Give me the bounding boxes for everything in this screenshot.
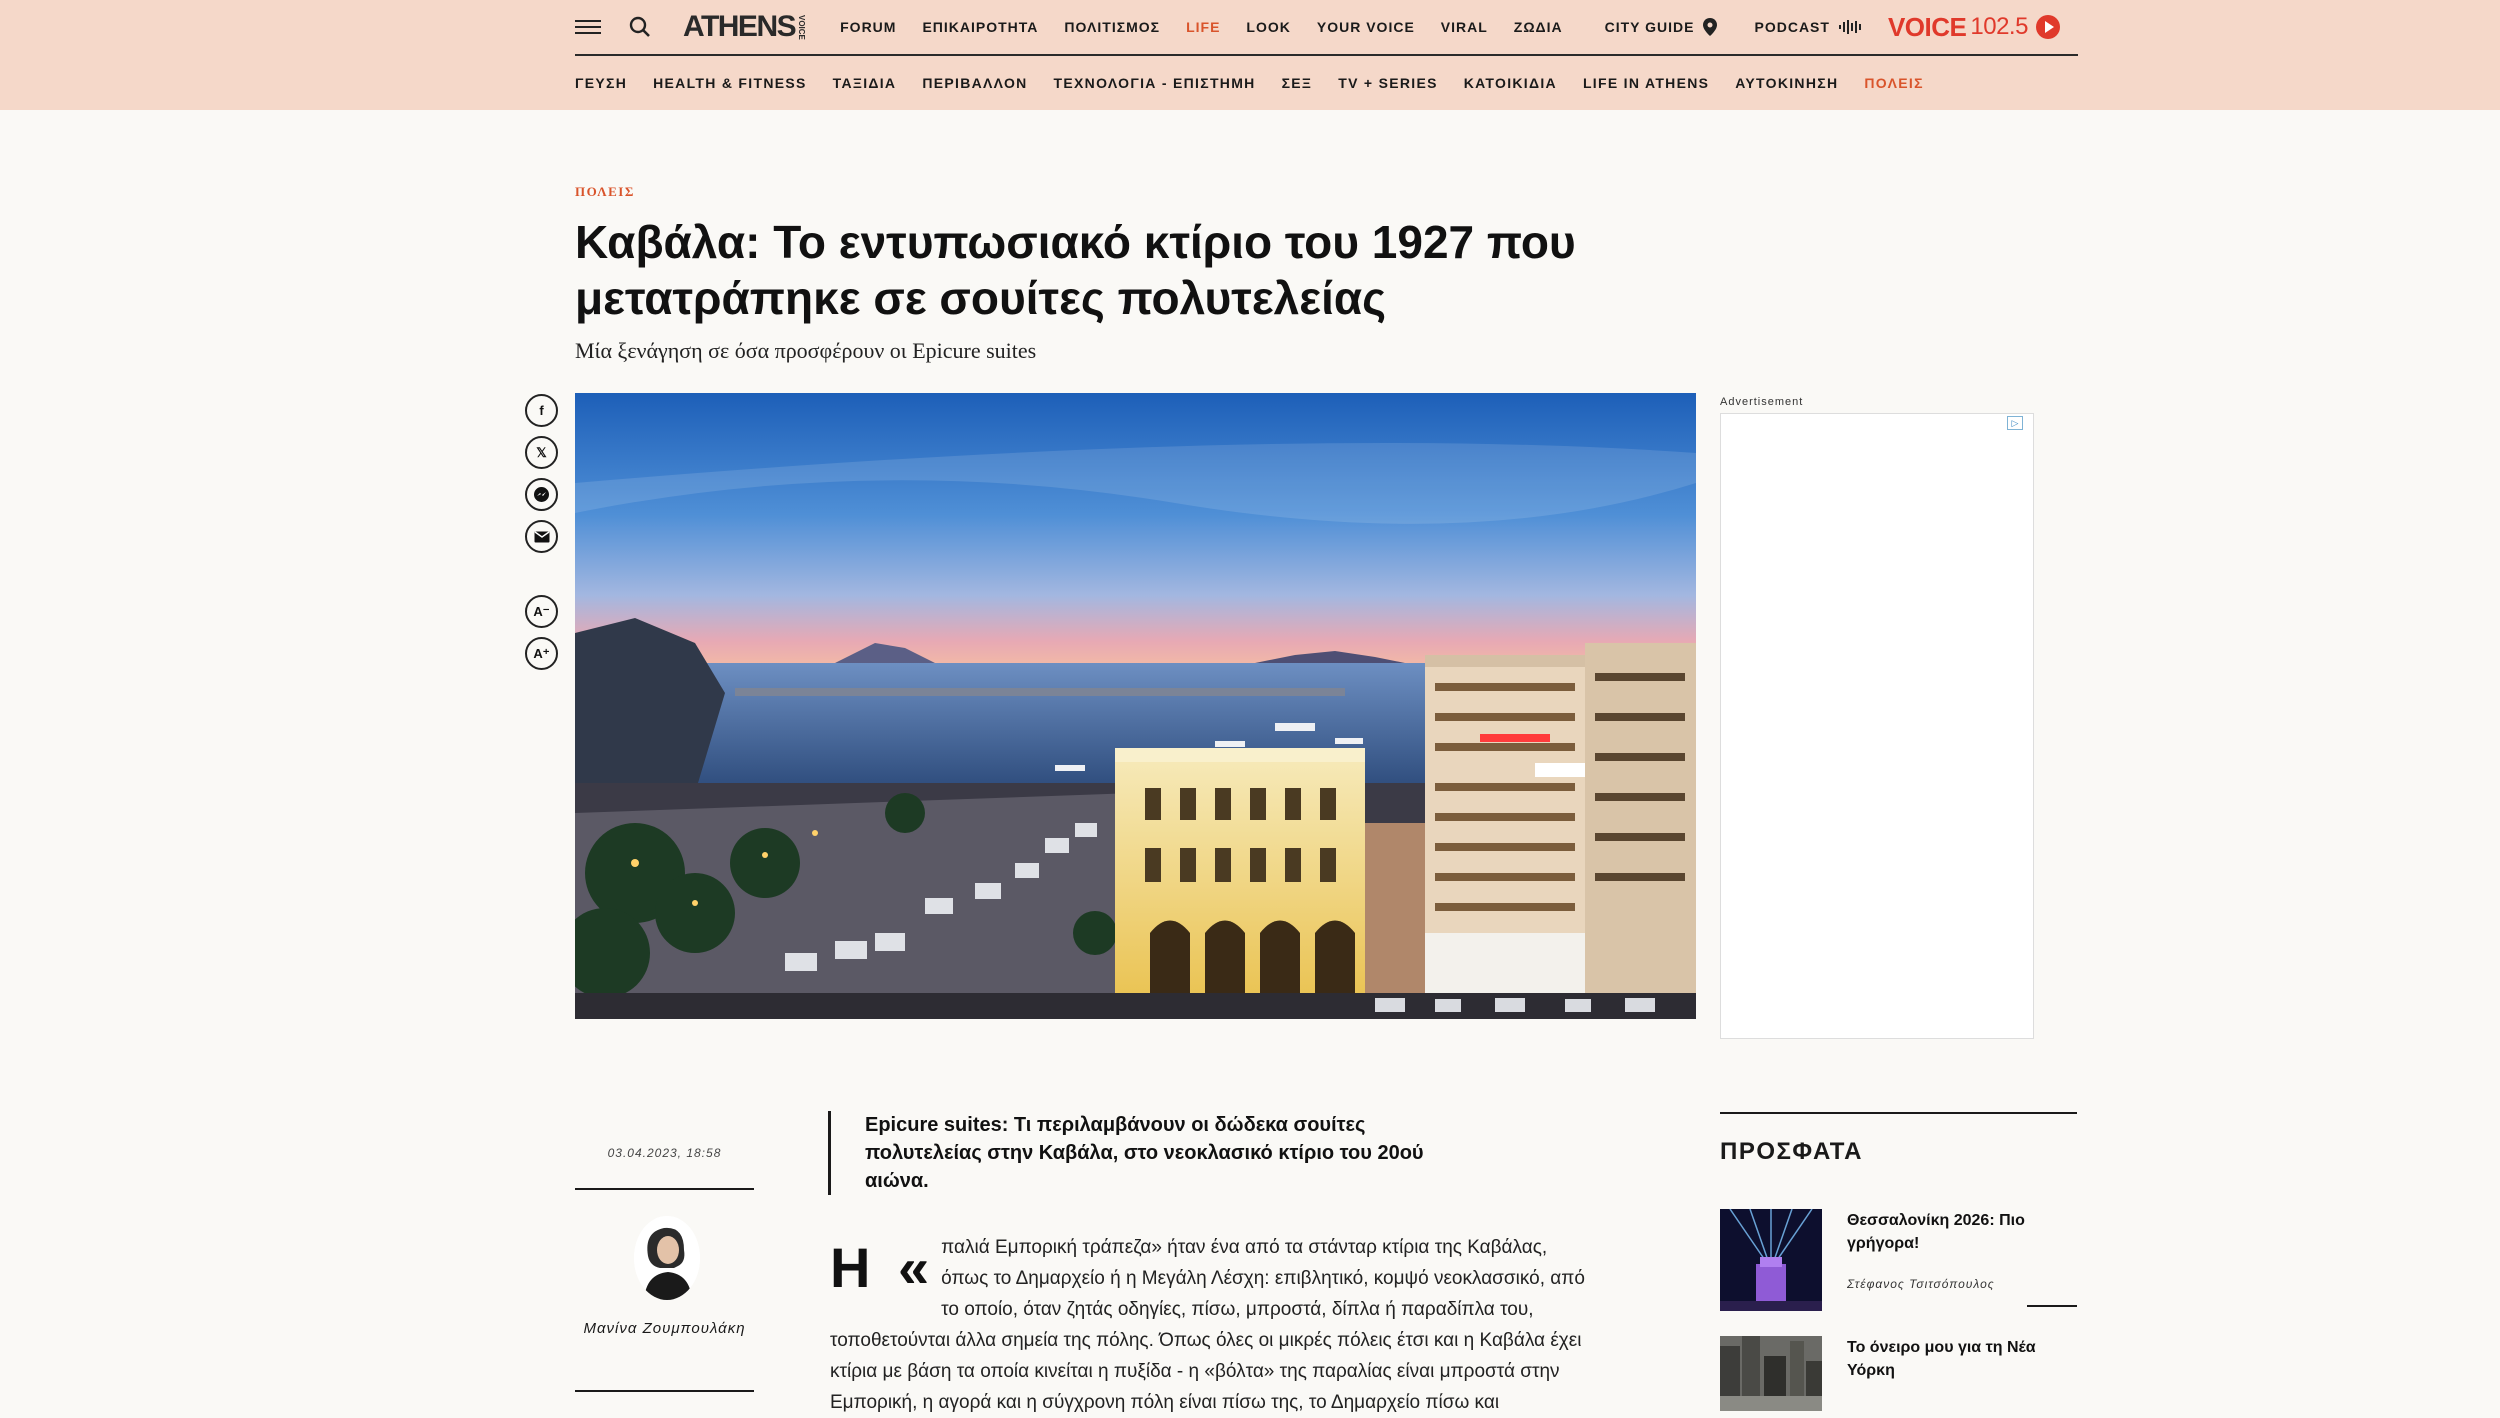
font-decrease-icon[interactable]: A⁻: [525, 595, 558, 628]
menu-item-zodiac[interactable]: ΖΩΔΙΑ: [1513, 19, 1563, 35]
subnav-item-life-in-athens[interactable]: LIFE IN ATHENS: [1582, 75, 1710, 91]
share-bar: [525, 394, 558, 679]
subnav-item-tv[interactable]: TV + SERIES: [1338, 75, 1438, 91]
divider: [575, 1390, 754, 1392]
messenger-share-icon[interactable]: [525, 478, 558, 511]
subnav-item-food[interactable]: ΓΕΥΣΗ: [575, 75, 628, 91]
subnav-item-tech[interactable]: ΤΕΧΝΟΛΟΓΙΑ - ΕΠΙΣΤΗΜΗ: [1053, 75, 1256, 91]
article-category[interactable]: ΠΟΛΕΙΣ: [575, 184, 635, 199]
ad-slot[interactable]: [1720, 413, 2034, 1039]
play-icon[interactable]: [2036, 15, 2060, 39]
search-icon[interactable]: [629, 16, 651, 38]
article-subtitle: Μία ξενάγηση σε όσα προσφέρουν οι Epicure suites: [575, 338, 1037, 363]
hamburger-menu-icon[interactable]: [575, 20, 601, 34]
kavala-harbor-photo: [575, 393, 1696, 1019]
menu-item-forum[interactable]: FORUM: [840, 19, 897, 35]
article-title: Καβάλα: Το εντυπωσιακό κτίριο του 1927 που μετατράπηκε σε σουίτες πολυτελείας: [575, 216, 1576, 324]
subnav-item-pets[interactable]: ΚΑΤΟΙΚΙΔΙΑ: [1463, 75, 1557, 91]
recent-item[interactable]: [1720, 1209, 2077, 1319]
x-share-icon[interactable]: 𝕏: [525, 436, 558, 469]
article-lead: Epicure suites: Τι περιλαμβάνουν οι δώδεκα σουίτες πολυτελείας στην Καβάλα, στο νεοκλασικό κτίριο του 20ού αιώνα.: [828, 1111, 1468, 1195]
subnav-item-health[interactable]: HEALTH & FITNESS: [653, 75, 807, 91]
hero-image: [575, 393, 1696, 1019]
subnav-item-sex[interactable]: ΣΕΞ: [1281, 75, 1313, 91]
site-logo[interactable]: ATHENS VOICE: [683, 10, 807, 43]
divider: [2027, 1305, 2077, 1307]
recent-author[interactable]: Στέφανος Τσιτσόπουλος: [1847, 1277, 1995, 1291]
menu-item-viral[interactable]: VIRAL: [1440, 19, 1488, 35]
publish-date: 03.04.2023, 18:58: [607, 1146, 722, 1160]
recent-thumbnail[interactable]: [1720, 1209, 1822, 1311]
subnav-item-cities[interactable]: ΠΟΛΕΙΣ: [1864, 75, 1924, 91]
menu-item-look[interactable]: LOOK: [1246, 19, 1291, 35]
divider: [1720, 1112, 2077, 1114]
podcast-link[interactable]: PODCAST: [1754, 19, 1830, 35]
radio-player-button[interactable]: VOICE 102.5: [1888, 12, 2060, 43]
city-guide-link[interactable]: CITY GUIDE: [1604, 19, 1695, 35]
top-header: [0, 0, 2500, 110]
font-increase-icon[interactable]: A⁺: [525, 637, 558, 670]
subnav-item-travel[interactable]: ΤΑΞΙΔΙΑ: [832, 75, 897, 91]
article-paragraph: παλιά Εμπορική τράπεζα» ήταν ένα από τα στάνταρ κτίρια της Καβάλας, όπως το Δημαρχείο ή η Μεγάλη Λέσχη: επιβλητικό, κομψό νεοκλασσικό, από το οποίο, όταν ζητάς οδηγίες, πίσω, μπροστά, δίπλα ή παραδίπλα του, τοποθετούνται άλλα σημεία της πόλης. Όπως όλες οι μικρές πόλεις έτσι και η Καβάλα έχει κτίρια με βάση τα οποία κινείται η πυξίδα - η «βόλτα» της παραλίας είναι μπροστά στην Εμπορική, η αγορά και η σύγχρονη πόλη είναι πίσω της, το Δημαρχείο πίσω και: [830, 1237, 1585, 1413]
subnav-item-environment[interactable]: ΠΕΡΙΒΑΛΛΟΝ: [922, 75, 1028, 91]
recent-item[interactable]: [1720, 1336, 2077, 1411]
recent-thumbnail[interactable]: [1720, 1336, 1822, 1411]
recent-section-title: ΠΡΟΣΦΑΤΑ: [1720, 1138, 1864, 1165]
ad-label: Advertisement: [1720, 396, 1804, 408]
menu-item-life[interactable]: LIFE: [1186, 19, 1221, 35]
menu-item-culture[interactable]: ΠΟΛΙΤΙΣΜΟΣ: [1064, 19, 1161, 35]
sound-wave-icon: [1838, 19, 1864, 35]
author-avatar[interactable]: [634, 1216, 700, 1300]
recent-headline[interactable]: Θεσσαλονίκη 2026: Πιο γρήγορα!: [1847, 1212, 2025, 1252]
article-body: [830, 1232, 1590, 1418]
sub-nav: [575, 58, 2078, 108]
menu-item-news[interactable]: ΕΠΙΚΑΙΡΟΤΗΤΑ: [922, 19, 1039, 35]
location-pin-icon: [1703, 18, 1717, 36]
adchoices-icon[interactable]: ▷: [2007, 416, 2023, 430]
divider: [575, 1188, 754, 1190]
email-share-icon[interactable]: [525, 520, 558, 553]
facebook-share-icon[interactable]: f: [525, 394, 558, 427]
subnav-item-cars[interactable]: ΑΥΤΟΚΙΝΗΣΗ: [1735, 75, 1839, 91]
author-name[interactable]: Μανίνα Ζουμπουλάκη: [583, 1320, 746, 1337]
menu-item-your-voice[interactable]: YOUR VOICE: [1316, 19, 1415, 35]
recent-headline[interactable]: Το όνειρο μου για τη Νέα Υόρκη: [1847, 1339, 2036, 1379]
drop-cap: Η «: [830, 1236, 936, 1299]
main-menu: [840, 19, 1589, 35]
main-nav: [575, 0, 2078, 56]
